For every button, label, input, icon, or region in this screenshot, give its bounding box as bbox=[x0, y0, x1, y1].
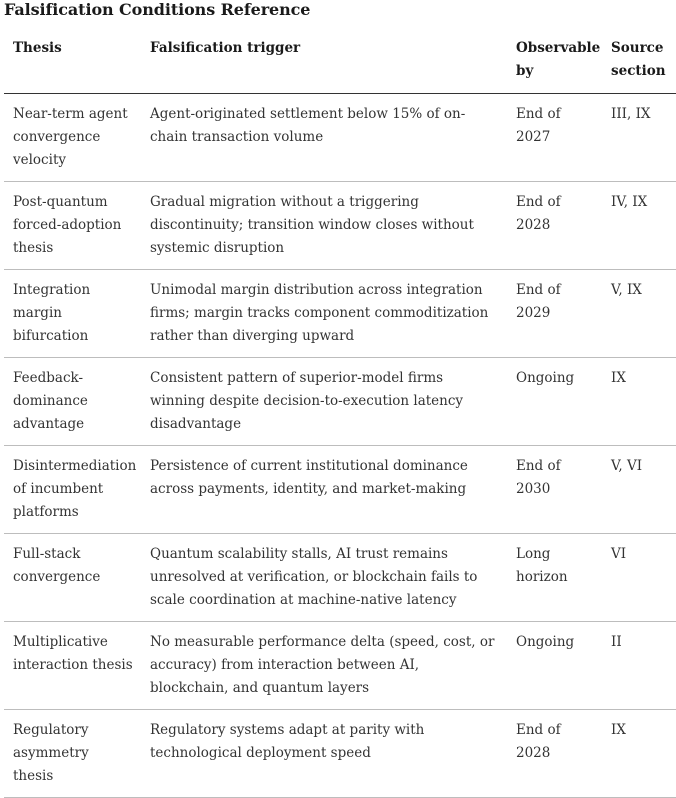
cell-trigger: Quantum scalability stalls, AI trust remains unresolved at verification, or blockchain fails to scale coordination at machine-native latency bbox=[141, 534, 507, 622]
cell-trigger: Unimodal margin distribution across integration firms; margin tracks component commoditization rather than diverging upward bbox=[141, 270, 507, 358]
table-row bbox=[4, 710, 676, 798]
cell-observable: End of 2030 bbox=[507, 446, 602, 534]
cell-section: IV, IX bbox=[602, 182, 676, 270]
cell-trigger: Regulatory systems adapt at parity with technological deployment speed bbox=[141, 710, 507, 798]
table-header bbox=[4, 37, 676, 94]
table-row bbox=[4, 446, 676, 534]
cell-observable: End of 2028 bbox=[507, 710, 602, 798]
column-header-observable: Observable by bbox=[507, 37, 602, 94]
cell-observable: End of 2029 bbox=[507, 270, 602, 358]
cell-thesis: Integration margin bifurcation bbox=[4, 270, 141, 358]
cell-trigger: Consistent pattern of superior-model firms winning despite decision-to-execution latency disadvantage bbox=[141, 358, 507, 446]
cell-section: II bbox=[602, 622, 676, 710]
table-row bbox=[4, 270, 676, 358]
cell-thesis: Feedback-dominance advantage bbox=[4, 358, 141, 446]
column-header-thesis: Thesis bbox=[4, 37, 141, 94]
column-header-section: Source section bbox=[602, 37, 676, 94]
cell-thesis: Post-quantum forced-adoption thesis bbox=[4, 182, 141, 270]
cell-trigger: Gradual migration without a triggering discontinuity; transition window closes without systemic disruption bbox=[141, 182, 507, 270]
page-title: Falsification Conditions Reference bbox=[4, 0, 311, 19]
cell-section: IX bbox=[602, 710, 676, 798]
cell-trigger: Agent-originated settlement below 15% of on-chain transaction volume bbox=[141, 94, 507, 182]
column-header-trigger: Falsification trigger bbox=[141, 37, 507, 94]
table-row bbox=[4, 358, 676, 446]
table-row bbox=[4, 94, 676, 182]
cell-section: V, VI bbox=[602, 446, 676, 534]
cell-thesis: Full-stack convergence bbox=[4, 534, 141, 622]
cell-observable: Ongoing bbox=[507, 358, 602, 446]
header-row bbox=[4, 37, 676, 94]
cell-observable: End of 2028 bbox=[507, 182, 602, 270]
cell-section: III, IX bbox=[602, 94, 676, 182]
table-row bbox=[4, 622, 676, 710]
cell-section: VI bbox=[602, 534, 676, 622]
cell-trigger: No measurable performance delta (speed, cost, or accuracy) from interaction between AI, blockchain, and quantum layers bbox=[141, 622, 507, 710]
table-row bbox=[4, 534, 676, 622]
cell-observable: Ongoing bbox=[507, 622, 602, 710]
cell-section: IX bbox=[602, 358, 676, 446]
cell-observable: Long horizon bbox=[507, 534, 602, 622]
table-row bbox=[4, 182, 676, 270]
cell-thesis: Multiplicative interaction thesis bbox=[4, 622, 141, 710]
cell-trigger: Persistence of current institutional dominance across payments, identity, and market-making bbox=[141, 446, 507, 534]
cell-section: V, IX bbox=[602, 270, 676, 358]
cell-observable: End of 2027 bbox=[507, 94, 602, 182]
cell-thesis: Near-term agent convergence velocity bbox=[4, 94, 141, 182]
cell-thesis: Disintermediation of incumbent platforms bbox=[4, 446, 141, 534]
table-body bbox=[4, 94, 676, 798]
cell-thesis: Regulatory asymmetry thesis bbox=[4, 710, 141, 798]
falsification-table bbox=[4, 37, 676, 798]
